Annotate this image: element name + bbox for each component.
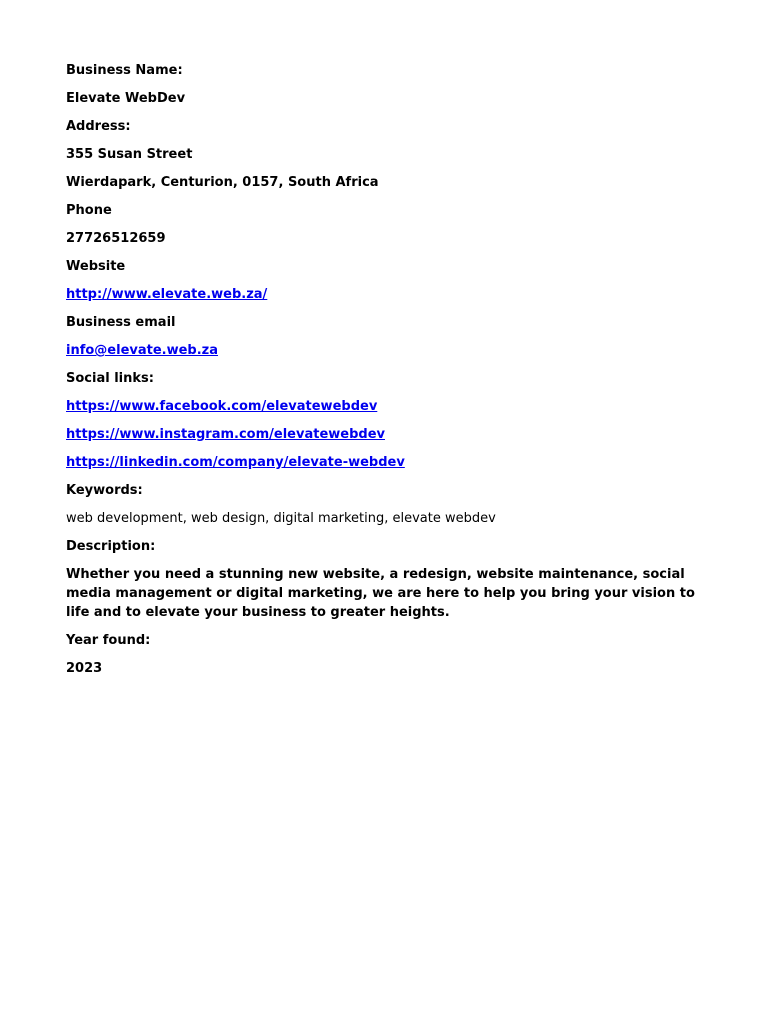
email-link[interactable]: info@elevate.web.za <box>66 343 219 358</box>
social-link-row <box>66 453 706 472</box>
email-label: Business email <box>66 315 176 330</box>
address-line-2: Wierdapark, Centurion, 0157, South Africa <box>66 175 379 190</box>
document-page <box>66 61 706 687</box>
linkedin-link[interactable]: https://linkedin.com/company/elevate-webdev <box>66 455 405 470</box>
year-found-value: 2023 <box>66 661 103 676</box>
social-link-row <box>66 397 706 416</box>
facebook-link[interactable]: https://www.facebook.com/elevatewebdev <box>66 399 378 414</box>
description-value: Whether you need a stunning new website, a redesign, website maintenance, social media management or digital marketing, we are here to help you bring your vision to life and to elevate your business to greater heights. <box>66 567 695 620</box>
keywords-label: Keywords: <box>66 483 143 498</box>
year-found-label: Year found: <box>66 633 151 648</box>
description-label: Description: <box>66 539 156 554</box>
address-line-1: 355 Susan Street <box>66 147 193 162</box>
social-links-label: Social links: <box>66 371 154 386</box>
website-label: Website <box>66 259 126 274</box>
phone-label: Phone <box>66 203 112 218</box>
social-link-row <box>66 425 706 444</box>
keywords-value: web development, web design, digital marketing, elevate webdev <box>66 511 496 526</box>
instagram-link[interactable]: https://www.instagram.com/elevatewebdev <box>66 427 385 442</box>
website-link[interactable]: http://www.elevate.web.za/ <box>66 287 268 302</box>
website-line <box>66 285 706 304</box>
business-name-value: Elevate WebDev <box>66 91 186 106</box>
address-label: Address: <box>66 119 131 134</box>
business-name-label: Business Name: <box>66 63 183 78</box>
phone-value: 27726512659 <box>66 231 166 246</box>
email-line <box>66 341 706 360</box>
